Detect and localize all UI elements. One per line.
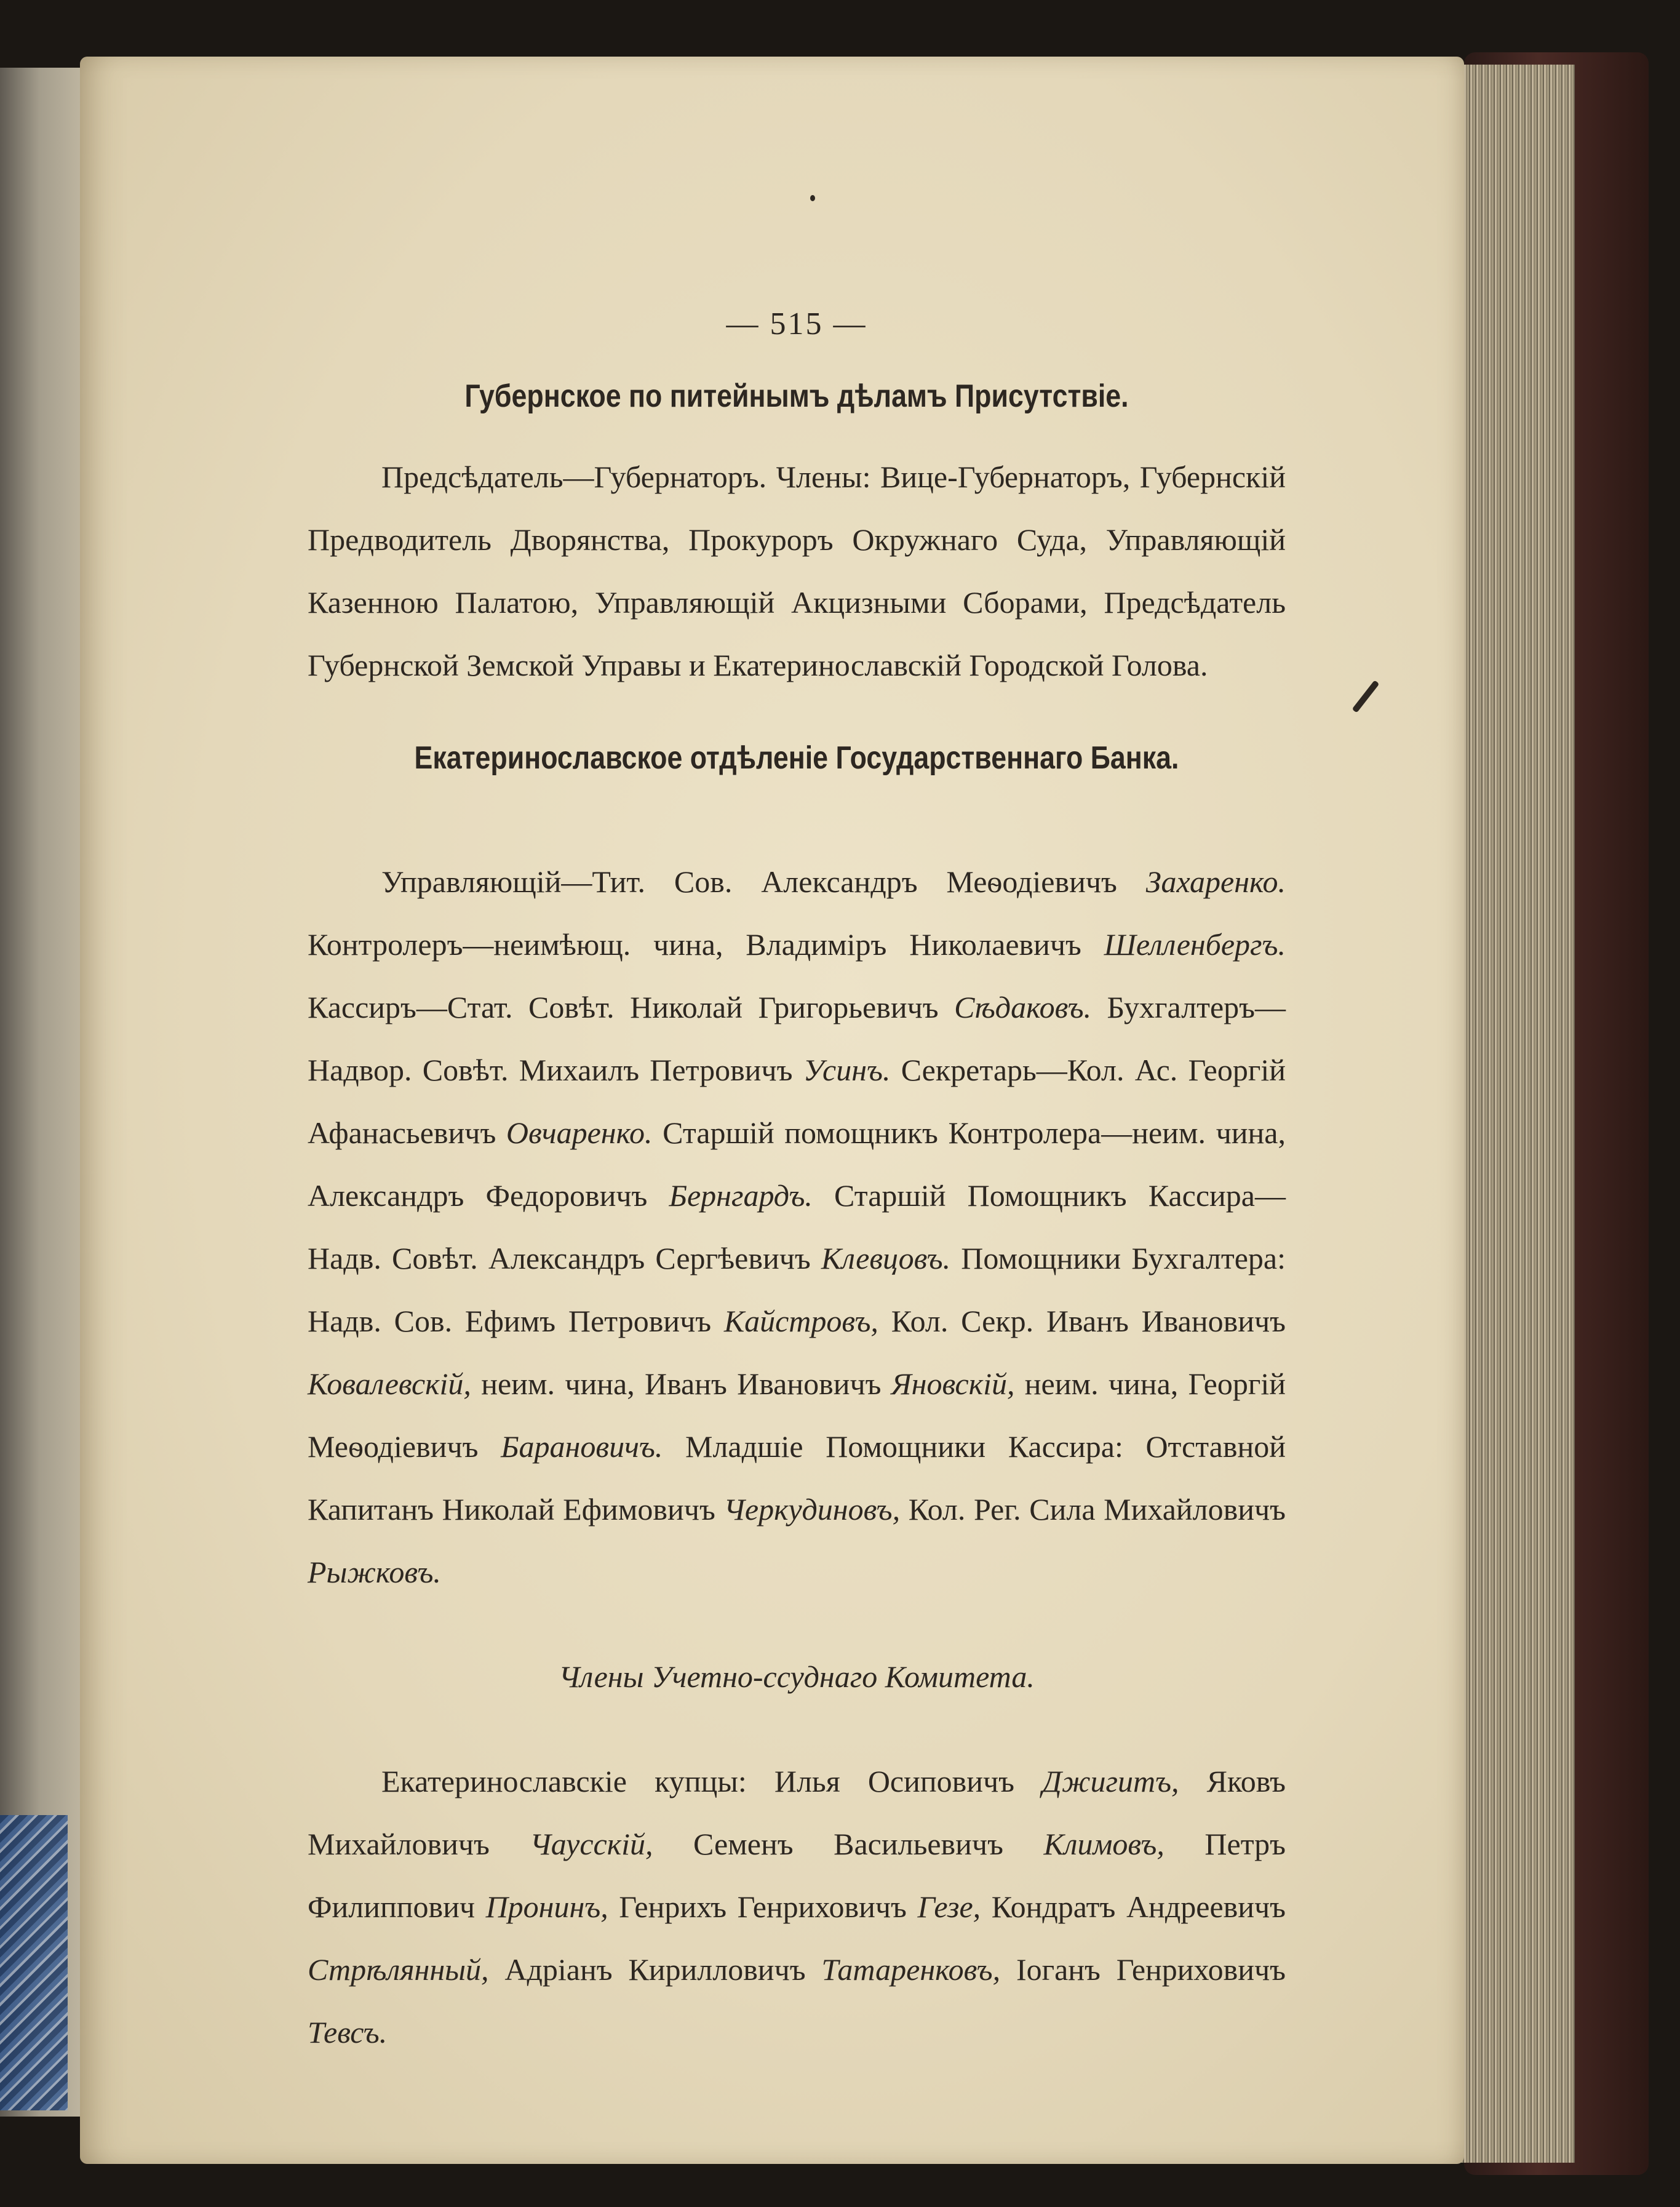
text-run: Бухгалтеръ—Надвор. Совѣт. Михаилъ Петровичъ xyxy=(308,990,1286,1087)
text-run: Секретарь—Кол. Ас. Георгій Афанасьевичъ xyxy=(308,1053,1286,1150)
person-surname: Шелленбергъ. xyxy=(1104,927,1286,962)
page-stack-edge xyxy=(1452,65,1575,2163)
text-run: Семенъ Васильевичъ xyxy=(653,1827,1044,1861)
text-run: Кол. Секр. Иванъ Ивановичъ xyxy=(878,1304,1286,1338)
page-text xyxy=(308,306,1286,2064)
text-run: Яковъ Михайловичъ xyxy=(308,1764,1286,1861)
text-run: Управляющій—Тит. Сов. Александръ Меѳодіевичъ xyxy=(381,864,1146,899)
person-surname: Сѣдаковъ. xyxy=(954,990,1092,1024)
text-run: неим. чина, Иванъ Ивановичъ xyxy=(471,1367,891,1401)
person-surname: Стрѣлянный, xyxy=(308,1952,489,1987)
text-run: Іоганъ Генриховичъ xyxy=(1000,1952,1286,1987)
book-page xyxy=(80,57,1464,2164)
page-number: — 515 — xyxy=(726,306,867,341)
section-heading-liquor-board: Губернское по питейнымъ дѣламъ Присутствіе. xyxy=(464,378,1129,414)
text-run: Старшій Помощникъ Кассира—Надв. Совѣт. Александръ Сергѣевичъ xyxy=(308,1178,1286,1275)
book-spine-ribbon xyxy=(0,1815,68,2110)
person-surname: Барановичъ. xyxy=(501,1429,663,1464)
text-run: Петръ Филиппович xyxy=(308,1827,1286,1924)
person-surname: Гезе, xyxy=(917,1890,981,1924)
paragraph-state-bank xyxy=(308,850,1286,1603)
person-surname: Климовъ, xyxy=(1043,1827,1164,1861)
text-run: Младшіе Помощники Кассира: Отставной Капитанъ Николай Ефимовичъ xyxy=(308,1429,1286,1527)
person-surname: Пронинъ, xyxy=(485,1890,608,1924)
text-run: Кассиръ—Стат. Совѣт. Николай Григорьевичъ xyxy=(308,990,955,1024)
text-run: Кол. Рег. Сила Михайловичъ xyxy=(900,1492,1286,1527)
person-surname: Яновскій, xyxy=(891,1367,1015,1401)
margin-pen-mark xyxy=(1352,680,1380,712)
text-run: Адріанъ Кирилловичъ xyxy=(488,1952,822,1987)
person-surname: Ковалевскій, xyxy=(308,1367,471,1401)
person-surname: Захаренко. xyxy=(1145,864,1286,899)
text-run: Кондратъ Андреевичъ xyxy=(981,1890,1286,1924)
person-surname: Рыжковъ. xyxy=(308,1555,441,1589)
paragraph-loan-committee xyxy=(308,1750,1286,2064)
person-surname: Кайстровъ, xyxy=(723,1304,878,1338)
subheading-loan-committee: Члены Учетно-ссуднаго Комитета. xyxy=(559,1659,1035,1694)
person-surname: Татаренковъ, xyxy=(821,1952,1001,1987)
person-surname: Усинъ. xyxy=(803,1053,891,1087)
text-run: Контролеръ—неимѣющ. чина, Владиміръ Николаевичъ xyxy=(308,927,1104,962)
person-surname: Чаусскій, xyxy=(530,1827,653,1861)
person-surname: Джигитъ, xyxy=(1042,1764,1179,1798)
person-surname: Бернгардъ. xyxy=(669,1178,813,1213)
text-run: Екатеринославскіе купцы: Илья Осиповичъ xyxy=(381,1764,1043,1798)
person-surname: Тевсъ. xyxy=(308,2015,388,2049)
ink-dot xyxy=(810,195,815,201)
text-run: Старшій помощникъ Контролера—неим. чина, Александръ Федоровичъ xyxy=(308,1115,1286,1213)
section-heading-state-bank: Екатеринославское отдѣленіе Государственнаго Банка. xyxy=(414,740,1179,776)
text-run: Помощники Бухгалтера: Надв. Сов. Ефимъ Петровичъ xyxy=(308,1241,1286,1338)
text-run: неим. чина, Георгій Меѳодіевичъ xyxy=(308,1367,1286,1464)
person-surname: Клевцовъ. xyxy=(821,1241,951,1275)
paragraph-liquor-board: Предсѣдатель—Губернаторъ. Члены: Вице-Губернаторъ, Губернскій Предводитель Дворянства, Прокуроръ Окружнаго Суда, Управляющій Казенною Палатою, Управляющій Акцизными Сборами, Предсѣдатель Губернской Земской Управы и Екатеринославскій Городской Голова. xyxy=(308,460,1286,682)
person-surname: Овчаренко. xyxy=(506,1115,653,1150)
person-surname: Черкудиновъ, xyxy=(723,1492,901,1527)
text-run: Генрихъ Генриховичъ xyxy=(608,1890,918,1924)
